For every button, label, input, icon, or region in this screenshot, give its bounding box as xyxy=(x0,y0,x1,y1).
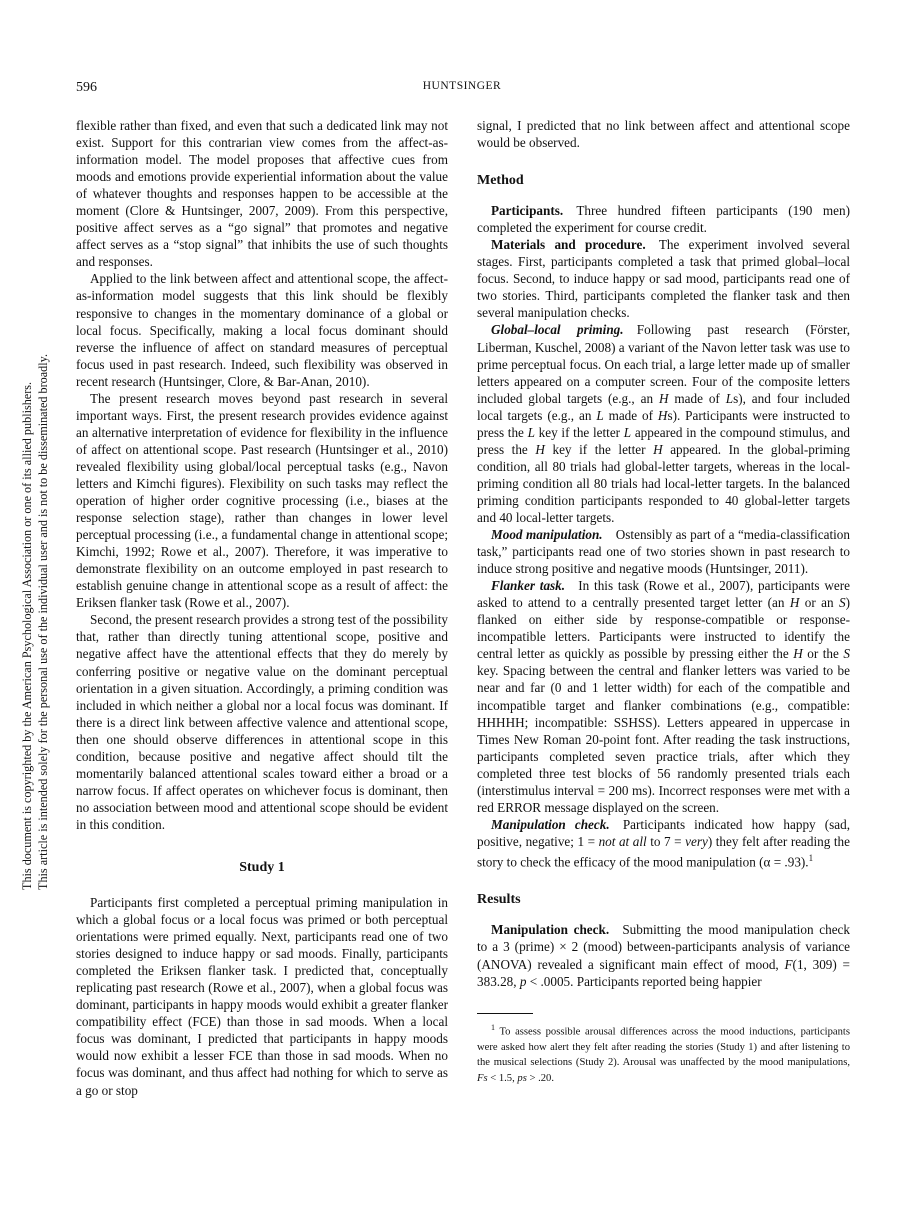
section-heading-results: Results xyxy=(477,892,521,908)
paragraph-flanker: Flanker task. In this task (Rowe et al., 2007), participants were asked to attend to a centrally presented target letter (an H or an S) flanked on either side by response-compatible or response-incompatible letters. Participants were instructed to identify the central letter as quickly as possible by pressing either the H or the S key. Spacing between the central and flanker letters was varied to be near and far (0 and 1 letter width) for each of the compatible and incompatible target and flanker combinations (e.g., compatible: HHHHH; incompatible: SSHSS). Letters appeared in uppercase in Times New Roman 20-point font. After reading the task instructions, participants completed seven practice trials, after which they completed three test blocks of 56 randomly presented trials each (interstimulus interval = 200 ms). Incorrect responses were met with a red ERROR message displayed on the screen. xyxy=(477,578,850,815)
run-in-heading: Global–local priming. xyxy=(491,322,624,338)
paragraph-manipulation-check: Manipulation check. Participants indicated how happy (sad, positive, negative; 1 = not at all to 7 = very) they felt after reading the story to check the efficacy of the mood manipulation (α = .93).$^1$ xyxy=(477,816,851,870)
paragraph-participants: Participants. Three hundred fifteen participants (190 men) completed the experiment for course credit. xyxy=(477,203,850,236)
paragraph: The present research moves beyond past research in several important ways. First, the present research provides evidence against an alternative interpretation of evidence for flexibility in the influence of affect on attentional scope. Past research (Huntsinger et al., 2010) revealed flexibility using global/local perceptual tasks (e.g., Navon letters and Kimchi figures). Flexibility on such tasks may reflect the operation of higher order cognitive processing (i.e., biases at the response selection stage), rather than changes in lower level perceptual processing (i.e., a fundamental change in attentional scope; Kimchi, 1992; Rowe et al., 2007). Therefore, it was imperative to demonstrate flexibility on an outcome employed in past research to establish genuine change in attentional scope as a result of affect: the Eriksen flanker task (Rowe et al., 2007). xyxy=(76,390,448,611)
paragraph-priming: Global–local priming. Following past research (Förster, Liberman, Kuschel, 2008) a variant of the Navon letter task was use to prime perceptual focus. On each trial, a large letter made up of smaller letters appeared on a computer screen. Four of the composite letters included global targets (e.g., an H made of Ls), and four included local targets (e.g., an L made of Hs). Participants were instructed to press the L key if the letter L appeared in the compound stimulus, and press the H key if the letter H appeared. In the global-priming condition, all 80 trials had global-letter targets, whereas in the local-priming condition all 80 trials had local-letter targets. In the balanced priming condition participants responded to 40 global-letter targets and 40 local-letter targets. xyxy=(477,322,851,525)
paragraph: Applied to the link between affect and attentional scope, the affect-as-information model suggests that this link should be flexibly responsive to changes in the momentary dominance of a global or local focus. Specifically, making a local focus dominant should reverse the influence of affect on standard measures of perceptual focus used in past research. Indeed, such flexibility was observed in recent research (Huntsinger, Clore, & Bar-Anan, 2010). xyxy=(76,271,448,389)
paragraph: flexible rather than fixed, and even that such a dedicated link may not exist. Support for this contrarian view comes from the affect-as-information model. The model proposes that affective cues from moods and emotions provide experiential information about the value of whatever thoughts and responses happen to be accessible at the moment (Clore & Huntsinger, 2007, 2009). From this perspective, positive affect serves as a “go signal” that promotes and negative affect serves as a “stop signal” that inhibits the use of such thoughts and responses. xyxy=(76,118,448,270)
run-in-heading: Participants. xyxy=(491,203,564,219)
left-column xyxy=(76,117,448,1099)
right-column xyxy=(477,117,850,1087)
paragraph-mood: Mood manipulation. Ostensibly as part of a “media-classification task,” participants read one of two stories shown in past research to induce strong positive and negative moods (Huntsinger, 2011). xyxy=(477,527,850,577)
copyright-line-2: This article is intended solely for the personal use of the individual user and is not to be disseminated broadly. xyxy=(36,353,50,890)
footnote-rule xyxy=(477,1013,533,1014)
copyright-line-1: This document is copyrighted by the American Psychological Association or one of its allied publishers. xyxy=(20,381,34,890)
section-heading-study-1: Study 1 xyxy=(239,859,285,875)
paragraph: signal, I predicted that no link between affect and attentional scope would be observed. xyxy=(477,118,850,151)
footnote: $^1$ To assess possible arousal differences across the mood inductions, participants were asked how alert they felt after reading the stories (Study 1) and after listening to the musical selections (Study 2). Arousal was unaffected by the mood manipulations, Fs < 1.5, ps > .20. xyxy=(477,1022,850,1084)
page-number: 596 xyxy=(76,80,97,95)
run-in-heading: Materials and procedure. xyxy=(491,237,646,253)
running-head: HUNTSINGER xyxy=(422,80,502,92)
paragraph-results: Manipulation check. Submitting the mood manipulation check to a 3 (prime) × 2 (mood) between-participants analysis of variance (ANOVA) revealed a significant main effect of mood, F(1, 309) = 383.28, p < .0005. Participants reported being happier xyxy=(477,922,850,989)
paragraph: Participants first completed a perceptual priming manipulation in which a global focus or a local focus was primed or both perceptual orientations were primed equally. Next, participants read one of two stories designed to induce happy or sad moods. Finally, participants completed the Eriksen flanker task. I predicted that, conceptually replicating past research (Rowe et al., 2007), when a global focus was dominant, participants in happy moods would exhibit a greater flanker compatibility effect (FCE) than those in sad moods. When a local focus was dominant, I predicted that participants in happy moods would now exhibit a lesser FCE than those in sad moods. When no focus was dominant, and thus affect had nothing for which to serve as a go or stop xyxy=(76,895,448,1098)
run-in-heading: Manipulation check. xyxy=(491,816,610,832)
run-in-heading: Manipulation check. xyxy=(491,922,610,938)
footnote-marker: 1 xyxy=(808,852,814,863)
section-heading-method: Method xyxy=(477,173,524,189)
paragraph-materials: Materials and procedure. The experiment involved several stages. First, participants completed a task that primed global–local focus. Second, to induce happy or sad mood, participants read one of two stories. Third, participants completed the flanker task and then several manipulation checks. xyxy=(477,237,851,321)
copyright-notice xyxy=(20,350,50,890)
paragraph: Second, the present research provides a strong test of the possibility that, rather than directly tuning attentional scope, positive and negative affect have the attentional effects that they do merely by conferring positive or negative value on the dominant perceptual orientation in a given situation. Accordingly, a priming condition was included in which neither a global nor a local focus was dominant. If there is a direct link between affective valence and attentional scope, then one should observe differences in attentional scope in this condition, because positive and negative affect should tilt the momentarily balanced attentional scales toward either a broad or a narrow focus. If affect operates on whichever focus is dominant, then no association between mood and attentional scope should be evident in this condition. xyxy=(76,612,448,832)
run-in-heading: Flanker task. xyxy=(491,578,566,594)
run-in-heading: Mood manipulation. xyxy=(491,527,603,543)
